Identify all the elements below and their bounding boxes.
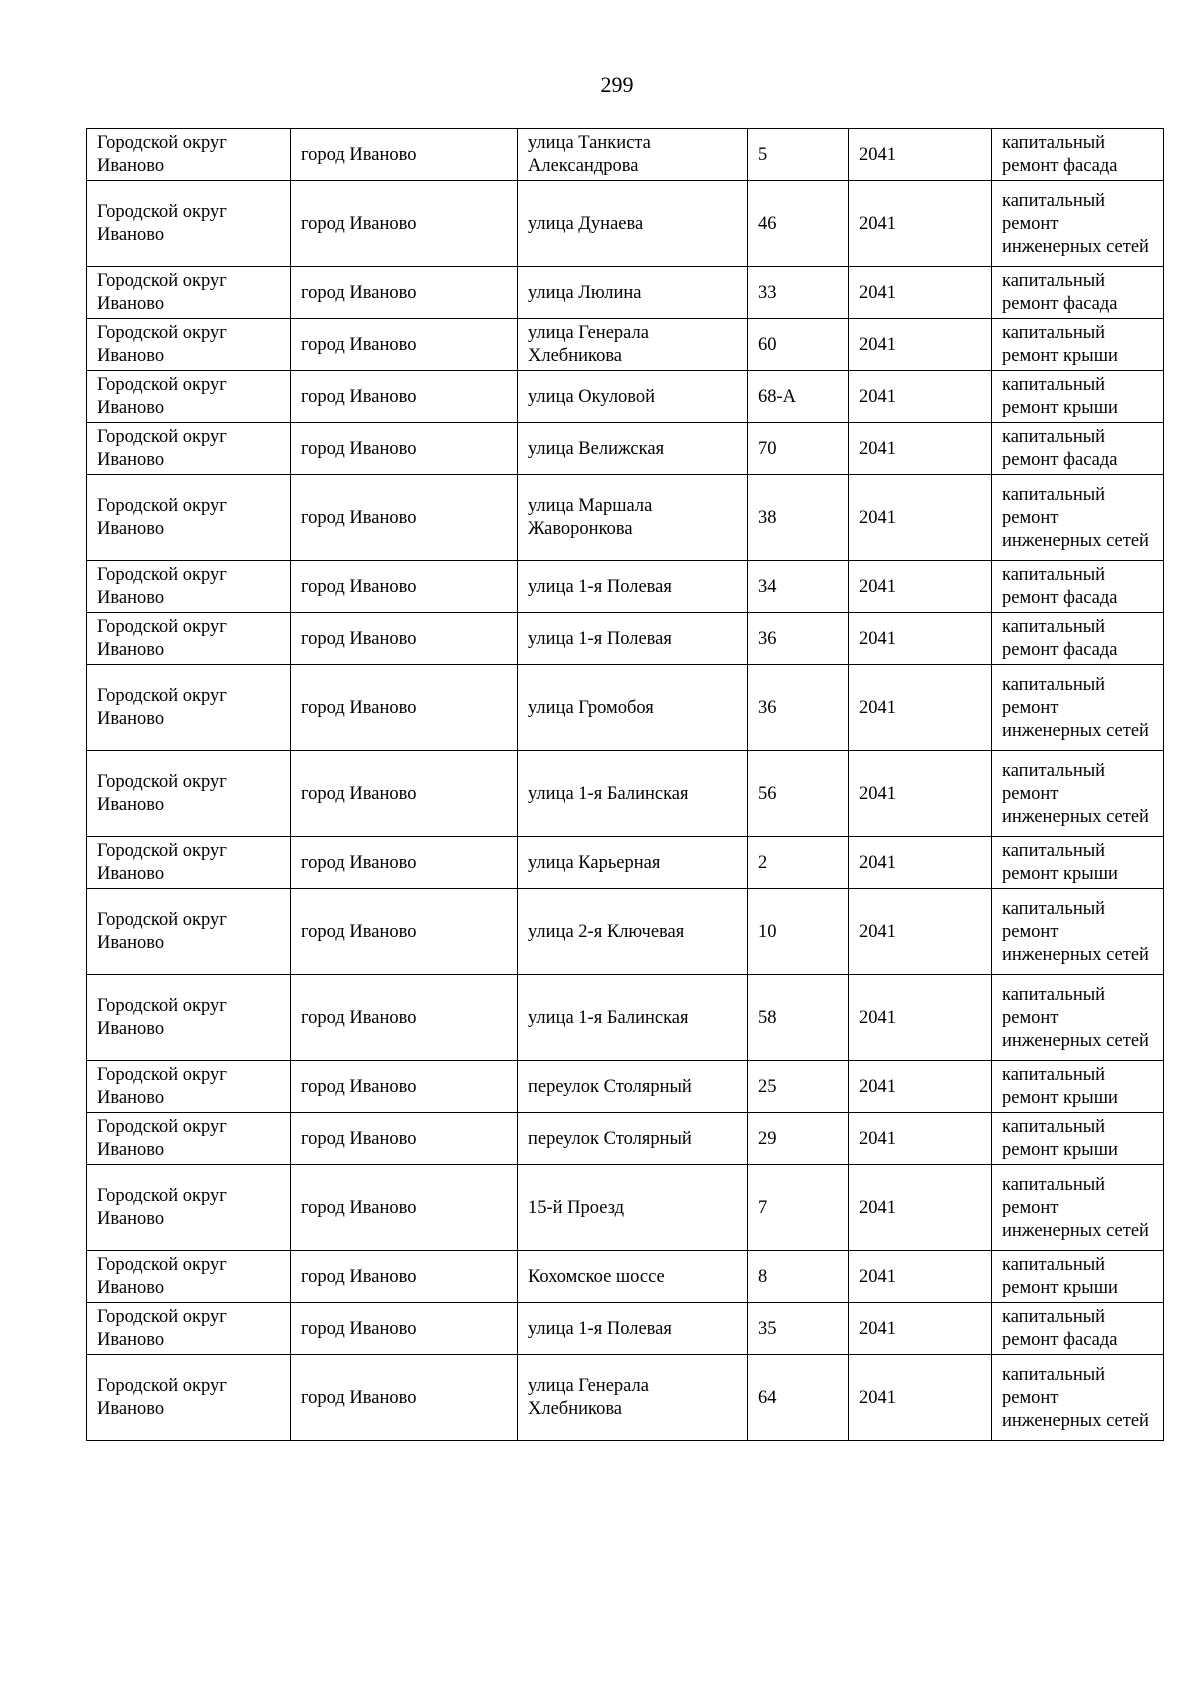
street-cell <box>518 423 748 475</box>
house-number-text: 36 <box>758 628 777 649</box>
street-cell <box>518 1355 748 1441</box>
street-cell <box>518 561 748 613</box>
house-number-text: 5 <box>758 144 768 165</box>
street-cell <box>518 1251 748 1303</box>
street-text: Кохомское шоссе <box>528 1266 665 1287</box>
work-type-cell <box>992 1113 1164 1165</box>
house-number-text: 29 <box>758 1128 777 1149</box>
street-cell <box>518 889 748 975</box>
house-number-text: 10 <box>758 921 777 942</box>
work-type-text: капитальный ремонт фасада <box>1002 565 1118 608</box>
district-cell <box>87 1303 291 1355</box>
district-cell <box>87 665 291 751</box>
house-number-text: 2 <box>758 852 768 873</box>
district-text: Городской округ Иваново <box>97 841 227 884</box>
year-text: 2041 <box>859 507 896 528</box>
work-type-cell <box>992 751 1164 837</box>
city-text: город Иваново <box>301 628 417 649</box>
city-cell <box>291 319 518 371</box>
city-cell <box>291 1165 518 1251</box>
city-cell <box>291 665 518 751</box>
house-number-text: 68-А <box>758 386 797 407</box>
year-text: 2041 <box>859 1076 896 1097</box>
house-cell <box>748 1251 849 1303</box>
work-type-text: капитальный ремонт крыши <box>1002 375 1118 418</box>
house-cell <box>748 475 849 561</box>
street-text: улица Дунаева <box>528 213 644 234</box>
district-cell <box>87 1113 291 1165</box>
city-cell <box>291 181 518 267</box>
street-text: улица 1-я Полевая <box>528 576 672 597</box>
city-text: город Иваново <box>301 1318 417 1339</box>
city-cell <box>291 561 518 613</box>
house-cell <box>748 1355 849 1441</box>
district-text: Городской округ Иваново <box>97 427 227 470</box>
work-type-text: капитальный ремонт крыши <box>1002 1117 1118 1160</box>
street-cell <box>518 975 748 1061</box>
city-text: город Иваново <box>301 1387 417 1408</box>
work-type-cell <box>992 1251 1164 1303</box>
table-row <box>87 1251 1164 1303</box>
house-number-text: 38 <box>758 507 777 528</box>
year-cell <box>849 1165 992 1251</box>
street-cell <box>518 319 748 371</box>
district-text: Городской округ Иваново <box>97 1117 227 1160</box>
street-cell <box>518 1165 748 1251</box>
city-text: город Иваново <box>301 282 417 303</box>
street-cell <box>518 181 748 267</box>
work-type-cell <box>992 181 1164 267</box>
house-number-text: 25 <box>758 1076 777 1097</box>
district-cell <box>87 837 291 889</box>
year-cell <box>849 371 992 423</box>
city-cell <box>291 423 518 475</box>
district-text: Городской округ Иваново <box>97 271 227 314</box>
district-cell <box>87 889 291 975</box>
district-text: Городской округ Иваново <box>97 772 227 815</box>
table-row <box>87 1113 1164 1165</box>
city-text: город Иваново <box>301 921 417 942</box>
year-text: 2041 <box>859 628 896 649</box>
house-cell <box>748 613 849 665</box>
district-cell <box>87 1061 291 1113</box>
city-cell <box>291 975 518 1061</box>
house-number-text: 7 <box>758 1197 768 1218</box>
year-cell <box>849 181 992 267</box>
street-text: переулок Столярный <box>528 1076 692 1097</box>
capital-repair-table <box>86 128 1164 1441</box>
year-cell <box>849 837 992 889</box>
work-type-cell <box>992 1165 1164 1251</box>
work-type-text: капитальный ремонт инженерных сетей <box>1002 984 1149 1051</box>
work-type-cell <box>992 319 1164 371</box>
district-cell <box>87 1355 291 1441</box>
street-text: улица Танкиста Александрова <box>528 133 651 176</box>
city-cell <box>291 1303 518 1355</box>
district-cell <box>87 751 291 837</box>
street-text: улица Велижская <box>528 438 665 459</box>
house-cell <box>748 267 849 319</box>
district-text: Городской округ Иваново <box>97 565 227 608</box>
street-text: улица Генерала Хлебникова <box>528 1376 649 1419</box>
street-cell <box>518 267 748 319</box>
year-text: 2041 <box>859 386 896 407</box>
street-text: переулок Столярный <box>528 1128 692 1149</box>
district-cell <box>87 423 291 475</box>
year-text: 2041 <box>859 783 896 804</box>
year-text: 2041 <box>859 1197 896 1218</box>
table-row <box>87 319 1164 371</box>
work-type-text: капитальный ремонт инженерных сетей <box>1002 1174 1149 1241</box>
city-text: город Иваново <box>301 213 417 234</box>
work-type-cell <box>992 561 1164 613</box>
city-text: город Иваново <box>301 1128 417 1149</box>
house-cell <box>748 181 849 267</box>
table-row <box>87 613 1164 665</box>
street-cell <box>518 613 748 665</box>
work-type-cell <box>992 1355 1164 1441</box>
work-type-text: капитальный ремонт крыши <box>1002 1065 1118 1108</box>
year-text: 2041 <box>859 144 896 165</box>
district-text: Городской округ Иваново <box>97 375 227 418</box>
house-cell <box>748 129 849 181</box>
work-type-text: капитальный ремонт фасада <box>1002 427 1118 470</box>
work-type-text: капитальный ремонт инженерных сетей <box>1002 1364 1149 1431</box>
street-text: улица Громобоя <box>528 697 654 718</box>
city-text: город Иваново <box>301 507 417 528</box>
year-text: 2041 <box>859 1318 896 1339</box>
work-type-cell <box>992 475 1164 561</box>
district-text: Городской округ Иваново <box>97 1376 227 1419</box>
house-number-text: 36 <box>758 697 777 718</box>
district-text: Городской округ Иваново <box>97 323 227 366</box>
table-row <box>87 1303 1164 1355</box>
district-cell <box>87 475 291 561</box>
district-text: Городской округ Иваново <box>97 1255 227 1298</box>
table-row <box>87 129 1164 181</box>
district-text: Городской округ Иваново <box>97 496 227 539</box>
year-text: 2041 <box>859 1128 896 1149</box>
table-row <box>87 475 1164 561</box>
work-type-text: капитальный ремонт крыши <box>1002 841 1118 884</box>
year-cell <box>849 267 992 319</box>
table-row <box>87 975 1164 1061</box>
work-type-text: капитальный ремонт фасада <box>1002 133 1118 176</box>
street-text: улица 1-я Балинская <box>528 1007 689 1028</box>
work-type-cell <box>992 129 1164 181</box>
district-text: Городской округ Иваново <box>97 1065 227 1108</box>
year-text: 2041 <box>859 213 896 234</box>
house-cell <box>748 975 849 1061</box>
city-text: город Иваново <box>301 144 417 165</box>
year-text: 2041 <box>859 921 896 942</box>
house-number-text: 58 <box>758 1007 777 1028</box>
year-text: 2041 <box>859 282 896 303</box>
table-row <box>87 267 1164 319</box>
work-type-text: капитальный ремонт инженерных сетей <box>1002 190 1149 257</box>
city-text: город Иваново <box>301 334 417 355</box>
work-type-text: капитальный ремонт фасада <box>1002 617 1118 660</box>
house-number-text: 64 <box>758 1387 777 1408</box>
work-type-cell <box>992 267 1164 319</box>
city-text: город Иваново <box>301 1266 417 1287</box>
year-cell <box>849 561 992 613</box>
work-type-text: капитальный ремонт крыши <box>1002 323 1118 366</box>
house-cell <box>748 837 849 889</box>
table-row <box>87 1355 1164 1441</box>
work-type-text: капитальный ремонт инженерных сетей <box>1002 674 1149 741</box>
work-type-text: капитальный ремонт инженерных сетей <box>1002 760 1149 827</box>
year-cell <box>849 423 992 475</box>
table-row <box>87 371 1164 423</box>
district-cell <box>87 1165 291 1251</box>
city-text: город Иваново <box>301 1197 417 1218</box>
street-cell <box>518 129 748 181</box>
street-cell <box>518 371 748 423</box>
city-cell <box>291 1061 518 1113</box>
district-cell <box>87 319 291 371</box>
work-type-cell <box>992 975 1164 1061</box>
work-type-cell <box>992 665 1164 751</box>
street-text: улица 1-я Полевая <box>528 628 672 649</box>
district-cell <box>87 371 291 423</box>
work-type-cell <box>992 1061 1164 1113</box>
district-text: Городской округ Иваново <box>97 202 227 245</box>
year-cell <box>849 1113 992 1165</box>
street-text: улица 2-я Ключевая <box>528 921 685 942</box>
house-number-text: 8 <box>758 1266 768 1287</box>
district-text: Городской округ Иваново <box>97 617 227 660</box>
year-text: 2041 <box>859 697 896 718</box>
street-cell <box>518 1113 748 1165</box>
year-text: 2041 <box>859 1007 896 1028</box>
table-row <box>87 837 1164 889</box>
house-cell <box>748 751 849 837</box>
year-text: 2041 <box>859 1387 896 1408</box>
table-row <box>87 889 1164 975</box>
work-type-cell <box>992 371 1164 423</box>
district-text: Городской округ Иваново <box>97 910 227 953</box>
street-text: улица Окуловой <box>528 386 656 407</box>
page-number: 299 <box>600 72 634 97</box>
year-text: 2041 <box>859 852 896 873</box>
year-cell <box>849 751 992 837</box>
street-text: 15-й Проезд <box>528 1197 625 1218</box>
street-cell <box>518 1061 748 1113</box>
district-text: Городской округ Иваново <box>97 996 227 1039</box>
house-cell <box>748 1303 849 1355</box>
district-cell <box>87 561 291 613</box>
city-text: город Иваново <box>301 1007 417 1028</box>
house-cell <box>748 1165 849 1251</box>
street-text: улица Генерала Хлебникова <box>528 323 649 366</box>
house-cell <box>748 423 849 475</box>
table-row <box>87 561 1164 613</box>
year-cell <box>849 665 992 751</box>
house-number-text: 56 <box>758 783 777 804</box>
year-text: 2041 <box>859 576 896 597</box>
city-cell <box>291 889 518 975</box>
year-cell <box>849 1355 992 1441</box>
year-cell <box>849 975 992 1061</box>
street-text: улица 1-я Балинская <box>528 783 689 804</box>
table-row <box>87 751 1164 837</box>
city-cell <box>291 1355 518 1441</box>
city-text: город Иваново <box>301 576 417 597</box>
house-number-text: 70 <box>758 438 777 459</box>
street-text: улица 1-я Полевая <box>528 1318 672 1339</box>
city-cell <box>291 1113 518 1165</box>
house-cell <box>748 889 849 975</box>
city-cell <box>291 613 518 665</box>
house-cell <box>748 665 849 751</box>
district-text: Городской округ Иваново <box>97 686 227 729</box>
work-type-cell <box>992 837 1164 889</box>
year-cell <box>849 1303 992 1355</box>
year-text: 2041 <box>859 438 896 459</box>
city-text: город Иваново <box>301 697 417 718</box>
city-text: город Иваново <box>301 852 417 873</box>
district-cell <box>87 975 291 1061</box>
house-cell <box>748 319 849 371</box>
street-text: улица Карьерная <box>528 852 661 873</box>
table-row <box>87 1165 1164 1251</box>
year-text: 2041 <box>859 334 896 355</box>
street-cell <box>518 665 748 751</box>
year-cell <box>849 613 992 665</box>
district-cell <box>87 1251 291 1303</box>
house-number-text: 60 <box>758 334 777 355</box>
table-row <box>87 665 1164 751</box>
city-cell <box>291 371 518 423</box>
district-cell <box>87 129 291 181</box>
work-type-text: капитальный ремонт фасада <box>1002 1307 1118 1350</box>
work-type-cell <box>992 613 1164 665</box>
house-cell <box>748 1113 849 1165</box>
work-type-text: капитальный ремонт инженерных сетей <box>1002 484 1149 551</box>
city-text: город Иваново <box>301 1076 417 1097</box>
house-number-text: 46 <box>758 213 777 234</box>
year-text: 2041 <box>859 1266 896 1287</box>
street-cell <box>518 837 748 889</box>
year-cell <box>849 129 992 181</box>
table-body <box>87 129 1164 1441</box>
house-cell <box>748 371 849 423</box>
district-cell <box>87 181 291 267</box>
street-cell <box>518 751 748 837</box>
house-cell <box>748 1061 849 1113</box>
work-type-text: капитальный ремонт крыши <box>1002 1255 1118 1298</box>
city-text: город Иваново <box>301 783 417 804</box>
year-cell <box>849 889 992 975</box>
city-cell <box>291 751 518 837</box>
street-text: улица Маршала Жаворонкова <box>528 496 653 539</box>
house-number-text: 33 <box>758 282 777 303</box>
district-text: Городской округ Иваново <box>97 1307 227 1350</box>
table-row <box>87 181 1164 267</box>
work-type-cell <box>992 889 1164 975</box>
house-number-text: 34 <box>758 576 777 597</box>
district-text: Городской округ Иваново <box>97 1186 227 1229</box>
work-type-text: капитальный ремонт фасада <box>1002 271 1118 314</box>
street-cell <box>518 475 748 561</box>
work-type-cell <box>992 1303 1164 1355</box>
house-number-text: 35 <box>758 1318 777 1339</box>
district-cell <box>87 267 291 319</box>
year-cell <box>849 1251 992 1303</box>
district-text: Городской округ Иваново <box>97 133 227 176</box>
table-row <box>87 1061 1164 1113</box>
street-text: улица Люлина <box>528 282 642 303</box>
city-cell <box>291 837 518 889</box>
city-cell <box>291 1251 518 1303</box>
city-text: город Иваново <box>301 438 417 459</box>
work-type-cell <box>992 423 1164 475</box>
table-row <box>87 423 1164 475</box>
house-cell <box>748 561 849 613</box>
city-cell <box>291 475 518 561</box>
work-type-text: капитальный ремонт инженерных сетей <box>1002 898 1149 965</box>
city-cell <box>291 129 518 181</box>
year-cell <box>849 1061 992 1113</box>
year-cell <box>849 475 992 561</box>
city-cell <box>291 267 518 319</box>
city-text: город Иваново <box>301 386 417 407</box>
street-cell <box>518 1303 748 1355</box>
district-cell <box>87 613 291 665</box>
year-cell <box>849 319 992 371</box>
